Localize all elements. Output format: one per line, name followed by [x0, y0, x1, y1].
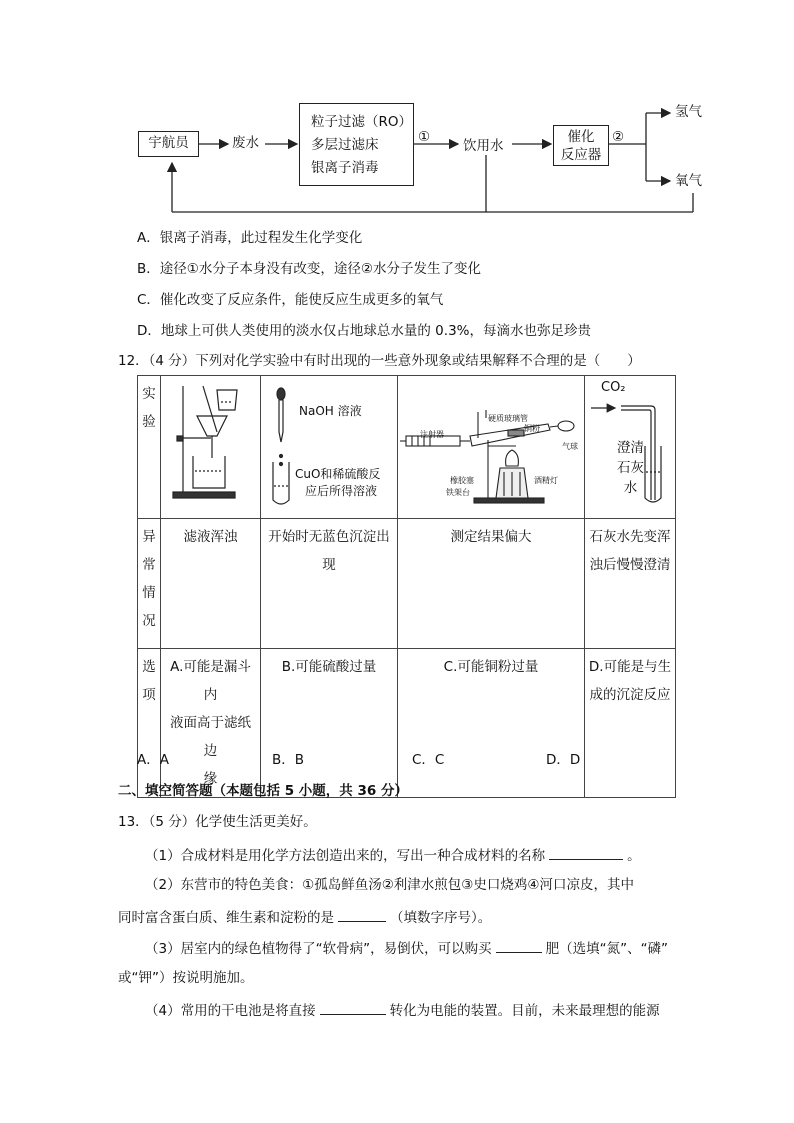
filter-line-ro: 粒子过滤（RO） — [311, 114, 413, 130]
q11-option-b: B．途径①水分子本身没有改变，途径②水分子发生了变化 — [137, 261, 481, 277]
header-char: 项 — [142, 687, 156, 703]
abnormal-d — [585, 519, 676, 649]
header-char: 实 — [142, 386, 156, 402]
abnormal-c — [398, 519, 585, 649]
option-c — [398, 649, 585, 798]
header-char: 常 — [142, 557, 156, 573]
abnormal-a — [161, 519, 261, 649]
header-char: 异 — [142, 529, 156, 545]
q13-p1-text: （1）合成材料是用化学方法创造出来的，写出一种合成材料的名称 — [145, 848, 546, 864]
option-d — [585, 649, 676, 798]
option-text: 成的沉淀反应 — [589, 687, 671, 703]
header-char: 选 — [142, 659, 156, 675]
abnormal-text: 开始时无蓝色沉淀出 — [268, 529, 390, 545]
option-a — [161, 649, 261, 798]
q13-part-2-line-2 — [118, 907, 491, 927]
co2-label: CO₂ — [601, 380, 626, 395]
q13-part-3-line-2: 或“钾”）按说明施加。 — [118, 970, 254, 986]
header-char: 况 — [142, 613, 156, 629]
q11-option-a: A．银离子消毒，此过程发生化学变化 — [137, 230, 363, 246]
option-header — [138, 649, 161, 798]
q13-stem: 13．（5 分）化学使生活更美好。 — [118, 814, 317, 830]
reactor-line-1: 催化 — [567, 129, 595, 145]
option-row — [138, 649, 676, 798]
q11-option-c: C．催化改变了反应条件，能使反应生成更多的氧气 — [137, 292, 444, 308]
answer-a[interactable]: A．A — [137, 752, 169, 768]
option-text: 液面高于滤纸边 — [170, 715, 251, 759]
q13-p4-end: 转化为电能的装置。目前，未来最理想的能源 — [389, 1003, 660, 1019]
limewater-line-1: 澄清 — [617, 440, 644, 456]
answer-blank-3[interactable] — [496, 938, 542, 953]
limewater-label — [617, 438, 644, 498]
q13-p4-text: （4）常用的干电池是将直接 — [145, 1003, 316, 1019]
rubber-stopper-label: 橡胶塞 — [450, 476, 474, 485]
option-b — [261, 649, 398, 798]
oxygen-label: 氧气 — [675, 173, 702, 189]
abnormal-header — [138, 519, 161, 649]
option-text: B.可能硫酸过量 — [281, 659, 377, 675]
q13-part-2-line-1: （2）东营市的特色美食：①孤岛鲜鱼汤②利津水煎包③史口烧鸡④河口凉皮，其中 — [145, 877, 634, 893]
q13-p3-text: （3）居室内的绿色植物得了“软骨病”，易倒伏，可以购买 — [145, 941, 492, 957]
cuo-label — [295, 466, 380, 500]
q13-p2-text: 同时富含蛋白质、维生素和淀粉的是 — [118, 910, 334, 926]
option-text: 缘 — [203, 771, 218, 787]
reactor-box — [553, 125, 609, 166]
q13-part-3-line-1 — [145, 938, 668, 958]
syringe-label: 注射器 — [420, 430, 444, 439]
q13-part-1 — [145, 845, 641, 865]
answer-b[interactable]: B．B — [272, 752, 305, 768]
balloon-label: 气球 — [562, 442, 578, 451]
step-1-label: ① — [418, 129, 431, 145]
reactor-line-2: 反应器 — [560, 147, 602, 163]
answer-blank-2[interactable] — [338, 907, 386, 922]
astronaut-box — [138, 131, 199, 157]
q13-part-4 — [145, 1000, 660, 1020]
option-text: C.可能铜粉过量 — [443, 659, 539, 675]
q13-p3-end: 肥（选填“氮”、“磷” — [545, 941, 669, 957]
astronaut-label: 宇航员 — [148, 135, 189, 151]
iron-stand-label: 铁架台 — [446, 488, 470, 497]
naoh-label: NaOH 溶液 — [299, 404, 362, 418]
hydrogen-label: 氢气 — [675, 104, 702, 120]
filter-line-silver: 银离子消毒 — [311, 160, 379, 176]
abnormal-text: 测定结果偏大 — [450, 529, 532, 545]
cuo-line-1: CuO和稀硫酸反 — [295, 467, 381, 481]
section-2-title: 二、填空简答题（本题包括 5 小题，共 36 分） — [118, 783, 408, 799]
filtration-figure — [161, 376, 261, 519]
abnormal-b — [261, 519, 398, 649]
step-2-label: ② — [612, 129, 625, 145]
cuo-line-2: 应后所得溶液 — [305, 484, 378, 498]
answer-c[interactable]: C．C — [412, 752, 445, 768]
option-text: D.可能是与生 — [588, 659, 672, 675]
q13-p1-end: 。 — [627, 848, 641, 864]
copper-apparatus-figure — [398, 376, 585, 519]
filter-box — [299, 103, 414, 186]
header-char: 验 — [142, 414, 156, 430]
wastewater-label: 废水 — [232, 135, 259, 151]
copper-heating-apparatus-icon — [398, 376, 584, 508]
q11-option-d: D．地球上可供人类使用的淡水仅占地球总水量的 0.3%，每滴水也弥足珍贵 — [137, 323, 591, 339]
limewater-line-2: 石灰 — [617, 460, 644, 476]
q12-table — [137, 375, 676, 798]
abnormal-text: 滤液浑浊 — [183, 529, 238, 545]
alcohol-lamp-label: 酒精灯 — [534, 476, 558, 485]
answer-d[interactable]: D．D — [546, 752, 581, 768]
answer-blank-1[interactable] — [549, 845, 623, 860]
q12-stem: 12．（4 分）下列对化学实验中有时出现的一些意外现象或结果解释不合理的是（ ） — [118, 353, 641, 369]
abnormal-text: 石灰水先变浑 — [589, 529, 671, 545]
glass-tube-label: 硬质玻璃管 — [488, 414, 528, 423]
filtration-apparatus-icon — [161, 376, 260, 508]
limewater-line-3: 水 — [623, 480, 638, 496]
experiment-row — [138, 376, 676, 519]
q13-p2-end: （填数字序号）。 — [390, 910, 492, 926]
header-char: 情 — [142, 585, 156, 601]
option-text: A.可能是漏斗内 — [170, 659, 251, 703]
copper-powder-label: 铜粉 — [524, 424, 540, 433]
abnormal-text: 现 — [322, 557, 336, 573]
limewater-figure — [585, 376, 676, 519]
filter-line-bed: 多层过滤床 — [311, 137, 379, 153]
experiment-header — [138, 376, 161, 519]
answer-blank-4[interactable] — [320, 1000, 386, 1015]
abnormal-text: 浊后慢慢澄清 — [589, 557, 671, 573]
abnormal-row — [138, 519, 676, 649]
drinking-water-label: 饮用水 — [463, 138, 504, 154]
naoh-figure — [261, 376, 398, 519]
